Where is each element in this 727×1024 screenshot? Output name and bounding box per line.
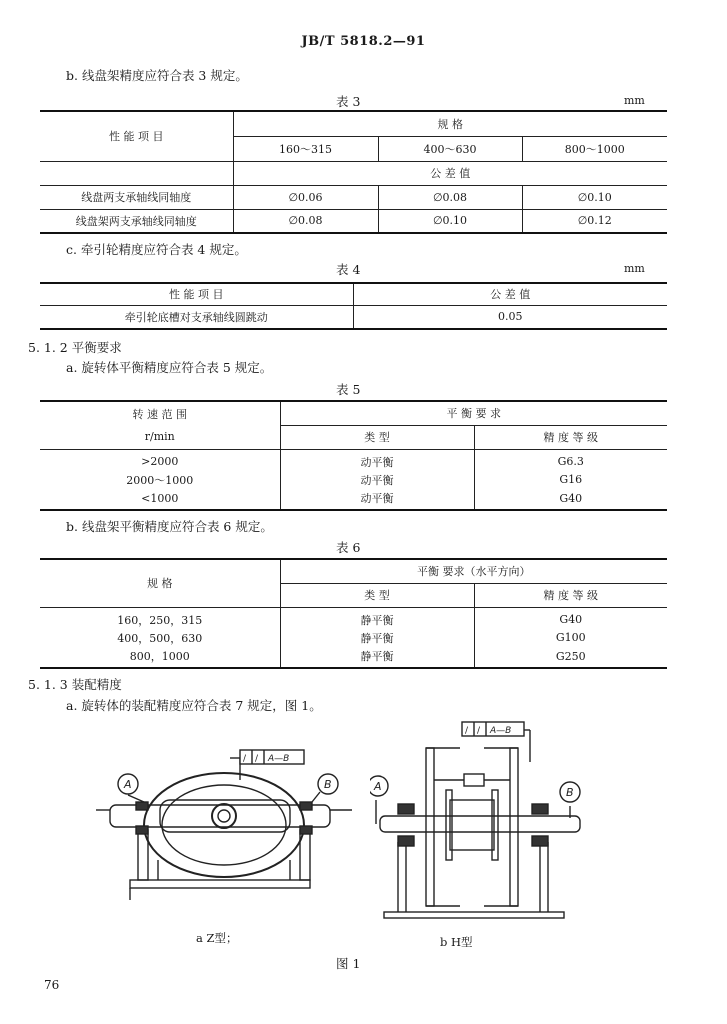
table5-caption: 表 5 [336, 382, 361, 397]
table5-balance-header: 平 衡 要 求 [280, 401, 667, 425]
table5-row1-type: 动平衡 [280, 449, 474, 470]
fig-b-datum-a: A [374, 780, 382, 793]
paragraph-b-table3: b. 线盘架精度应符合表 3 规定。 [66, 68, 248, 83]
table5-col-speed: 转 速 范 围 [40, 401, 280, 425]
figure1-caption: 图 1 [336, 956, 361, 971]
table6-row2-grade: G100 [474, 628, 667, 648]
table5-row3-speed: <1000 [40, 490, 280, 510]
table3-spec-2: 400～630 [378, 136, 522, 161]
table3-row2-v3: ∅0.12 [522, 209, 667, 233]
table5-col-type: 类 型 [280, 425, 474, 449]
fig-b-frame-datum: A—B [490, 726, 512, 736]
table6-col-spec: 规 格 [40, 559, 280, 607]
table6-row1-spec: 160，250，315 [40, 607, 280, 628]
table4-row1-label: 牵引轮底槽对支承轴线圆跳动 [40, 305, 353, 329]
table3-row1-v3: ∅0.10 [522, 185, 667, 209]
table4-caption: 表 4 [336, 262, 361, 277]
table3 [40, 110, 667, 234]
fig-a-frame-sym-2: / [255, 754, 259, 764]
fig-b-frame-sym-1: / [465, 726, 469, 736]
section-5-1-2: 5. 1. 2 平衡要求 [28, 340, 122, 355]
table3-row2-v2: ∅0.10 [378, 209, 522, 233]
table5-row2-type: 动平衡 [280, 470, 474, 490]
figure1-z-type-drawing [90, 740, 360, 920]
document-header: JB/T 5818.2—91 [301, 34, 426, 49]
table5-row3-grade: G40 [474, 490, 667, 510]
section-5-1-3: 5. 1. 3 装配精度 [28, 677, 122, 692]
table6 [40, 558, 667, 669]
table3-col-item: 性 能 项 目 [40, 111, 233, 161]
table3-caption: 表 3 [336, 94, 361, 109]
paragraph-a-table5: a. 旋转体平衡精度应符合表 5 规定。 [66, 360, 273, 375]
table3-spec-1: 160～315 [233, 136, 378, 161]
table3-spec-3: 800～1000 [522, 136, 667, 161]
table6-row2-type: 静平衡 [280, 628, 474, 648]
table6-row3-spec: 800，1000 [40, 648, 280, 668]
table6-row3-type: 静平衡 [280, 648, 474, 668]
table5-row2-speed: 2000～1000 [40, 470, 280, 490]
page-number: 76 [44, 978, 60, 992]
table5-row3-type: 动平衡 [280, 490, 474, 510]
table5-col-grade: 精 度 等 级 [474, 425, 667, 449]
fig-a-frame-datum: A—B [268, 754, 290, 764]
table3-row1-label: 线盘两支承轴线同轴度 [40, 185, 233, 209]
table6-row3-grade: G250 [474, 648, 667, 668]
table6-col-type: 类 型 [280, 583, 474, 607]
paragraph-a-table7: a. 旋转体的装配精度应符合表 7 规定，图 1。 [66, 698, 322, 713]
figure1-subcaption-a: a Z型； [196, 931, 238, 945]
table3-tol-header: 公 差 值 [233, 161, 667, 185]
table4 [40, 282, 667, 330]
figure1-subcaption-b: b H型 [440, 935, 473, 949]
figure1-h-type-drawing [370, 712, 590, 928]
table3-row1-v1: ∅0.06 [233, 185, 378, 209]
table3-unit: mm [624, 94, 645, 107]
table5-col-speed-unit: r/min [40, 425, 280, 449]
fig-b-frame-sym-2: / [477, 726, 481, 736]
table5-row1-grade: G6.3 [474, 449, 667, 470]
paragraph-b-table6: b. 线盘架平衡精度应符合表 6 规定。 [66, 519, 273, 534]
table6-balance-header: 平衡 要求（水平方向） [280, 559, 667, 583]
table6-col-grade: 精 度 等 级 [474, 583, 667, 607]
table3-row1-v2: ∅0.08 [378, 185, 522, 209]
fig-a-datum-a: A [124, 778, 132, 791]
table4-row1-value: 0.05 [353, 305, 667, 329]
fig-b-datum-b: B [566, 786, 574, 799]
table6-row1-grade: G40 [474, 607, 667, 628]
table3-row2-label: 线盘架两支承轴线同轴度 [40, 209, 233, 233]
table5-row1-speed: >2000 [40, 449, 280, 470]
fig-a-datum-b: B [324, 778, 332, 791]
fig-a-frame-sym-1: / [243, 754, 247, 764]
table3-spec-header: 规 格 [233, 111, 667, 136]
table4-col-tol: 公 差 值 [353, 283, 667, 305]
table6-row2-spec: 400，500，630 [40, 628, 280, 648]
table5-row2-grade: G16 [474, 470, 667, 490]
table3-row2-v1: ∅0.08 [233, 209, 378, 233]
table5 [40, 400, 667, 511]
paragraph-c-table4: c. 牵引轮精度应符合表 4 规定。 [66, 242, 247, 257]
table6-caption: 表 6 [336, 540, 361, 555]
table4-unit: mm [624, 262, 645, 275]
table4-col-item: 性 能 项 目 [40, 283, 353, 305]
table6-row1-type: 静平衡 [280, 607, 474, 628]
